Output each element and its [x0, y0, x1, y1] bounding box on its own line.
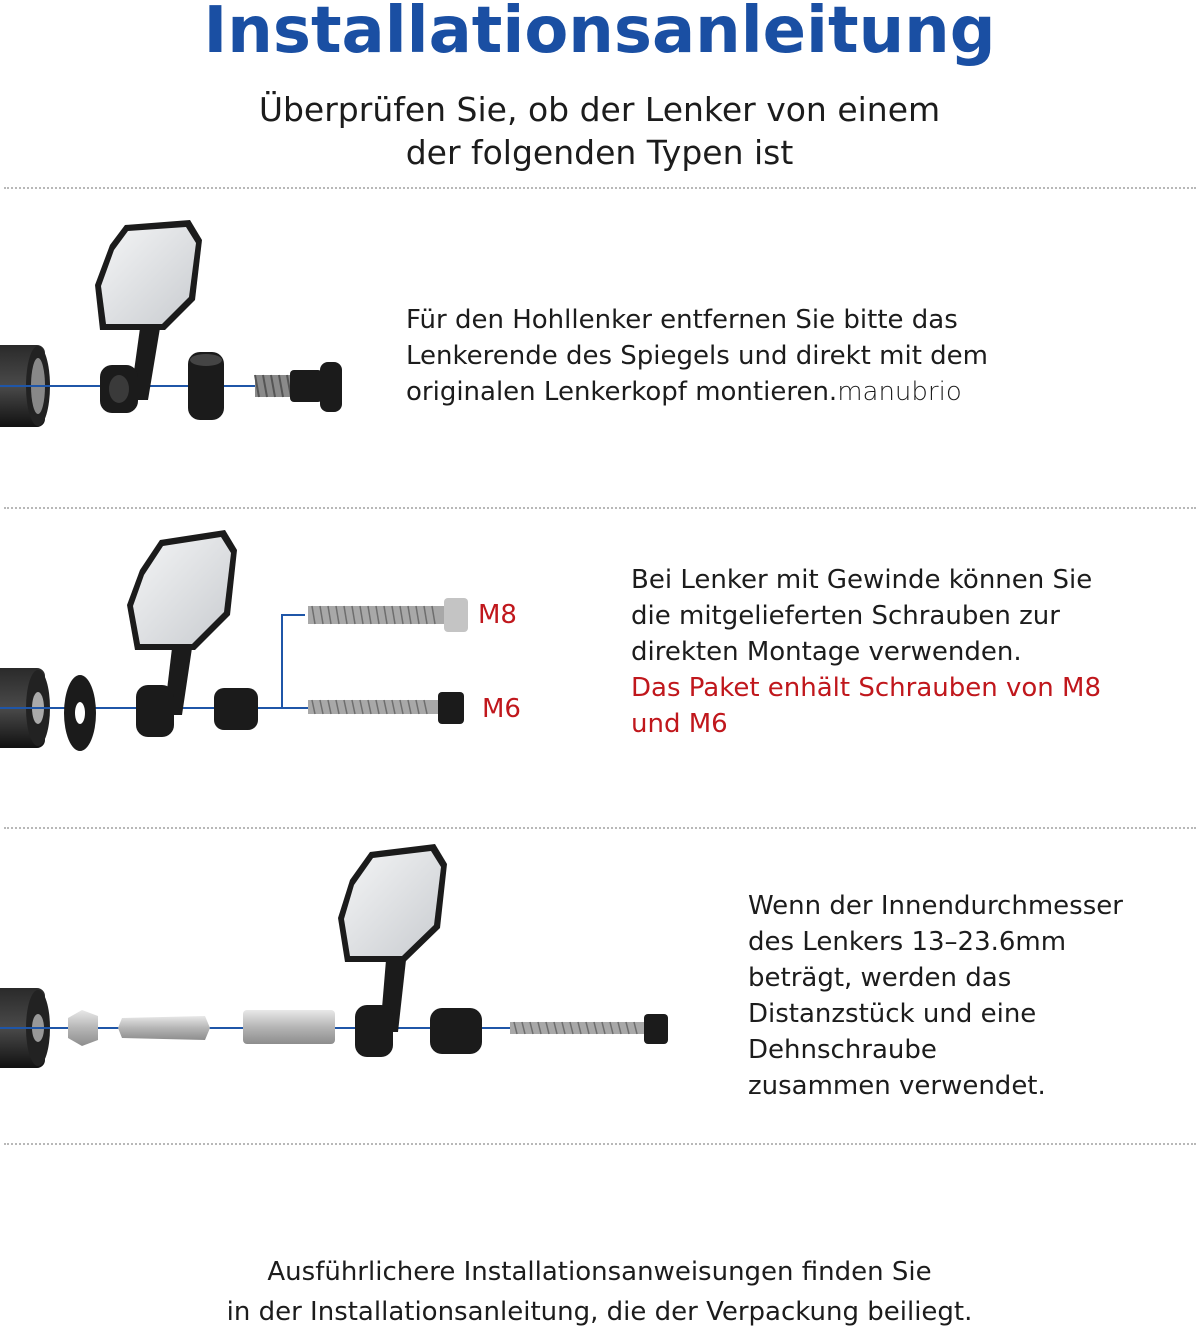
page-title: Installationsanleitung: [203, 0, 996, 68]
spacer-sleeve: [118, 1016, 210, 1040]
m8-connector-line: [282, 615, 305, 708]
section-3-line-1: Wenn der Innendurchmesser: [748, 891, 1123, 921]
subtitle-line-1: Überprüfen Sie, ob der Lenker von einem: [258, 90, 941, 129]
bar-end-cap: [188, 352, 224, 420]
m8-screw: [308, 598, 468, 632]
section-3-line-4: Distanzstück und eine: [748, 999, 1037, 1029]
mirror-clamp: [355, 1005, 393, 1057]
m6-label: M6: [482, 694, 521, 724]
section-1-line-3: [406, 374, 988, 410]
expansion-wedge: [68, 1010, 98, 1046]
section-2-line-3: direkten Montage verwenden.: [631, 637, 1022, 667]
hollow-handlebar-illustration: [0, 200, 400, 460]
section-3-text: [748, 888, 1123, 1104]
m6-screw: [308, 692, 464, 724]
section-3-line-2: des Lenkers 13–23.6mm: [748, 927, 1067, 957]
washer: [64, 675, 96, 751]
section-1-text: [406, 302, 988, 410]
expansion-spacer-illustration: [0, 840, 700, 1090]
mirror-clamp: [100, 365, 138, 413]
section-1-line-3-main: originalen Lenkerkopf montieren.: [406, 377, 838, 407]
divider-4: [4, 1143, 1196, 1145]
section-2-text: [631, 562, 1101, 742]
mirror: [338, 844, 447, 1032]
section-3-line-3: beträgt, werden das: [748, 963, 1012, 993]
divider-2: [4, 507, 1196, 509]
m8-label: M8: [478, 600, 517, 630]
expansion-bolt: [255, 362, 342, 412]
section-3-line-6: zusammen verwendet.: [748, 1071, 1046, 1101]
divider-1: [4, 187, 1196, 189]
section-1-suffix: manubrio: [837, 377, 962, 407]
section-2-highlight-2: und M6: [631, 709, 728, 739]
section-2-highlight-1: Das Paket enhält Schrauben von M8: [631, 673, 1101, 703]
expansion-screw: [510, 1014, 668, 1044]
page-subtitle: [0, 88, 1199, 174]
subtitle-line-2: der folgenden Typen ist: [405, 133, 794, 172]
divider-3: [4, 827, 1196, 829]
section-1-line-2: Lenkerende des Spiegels und direkt mit dem: [406, 341, 988, 371]
section-2-line-1: Bei Lenker mit Gewinde können Sie: [631, 565, 1093, 595]
bar-end-cap: [430, 1008, 482, 1054]
footer-line-2: in der Installationsanleitung, die der Verpackung beiliegt.: [226, 1297, 973, 1327]
bar-end-cap: [214, 688, 258, 730]
footer-line-1: Ausführlichere Installationsanweisungen finden Sie: [267, 1257, 932, 1287]
mirror-clamp: [136, 685, 174, 737]
footer-note: [0, 1252, 1199, 1332]
section-2-line-2: die mitgelieferten Schrauben zur: [631, 601, 1060, 631]
spacer-tube: [243, 1010, 335, 1044]
section-1-line-1: Für den Hohllenker entfernen Sie bitte das: [406, 305, 958, 335]
section-3-line-5: Dehnschraube: [748, 1035, 937, 1065]
threaded-handlebar-illustration: [0, 520, 560, 770]
